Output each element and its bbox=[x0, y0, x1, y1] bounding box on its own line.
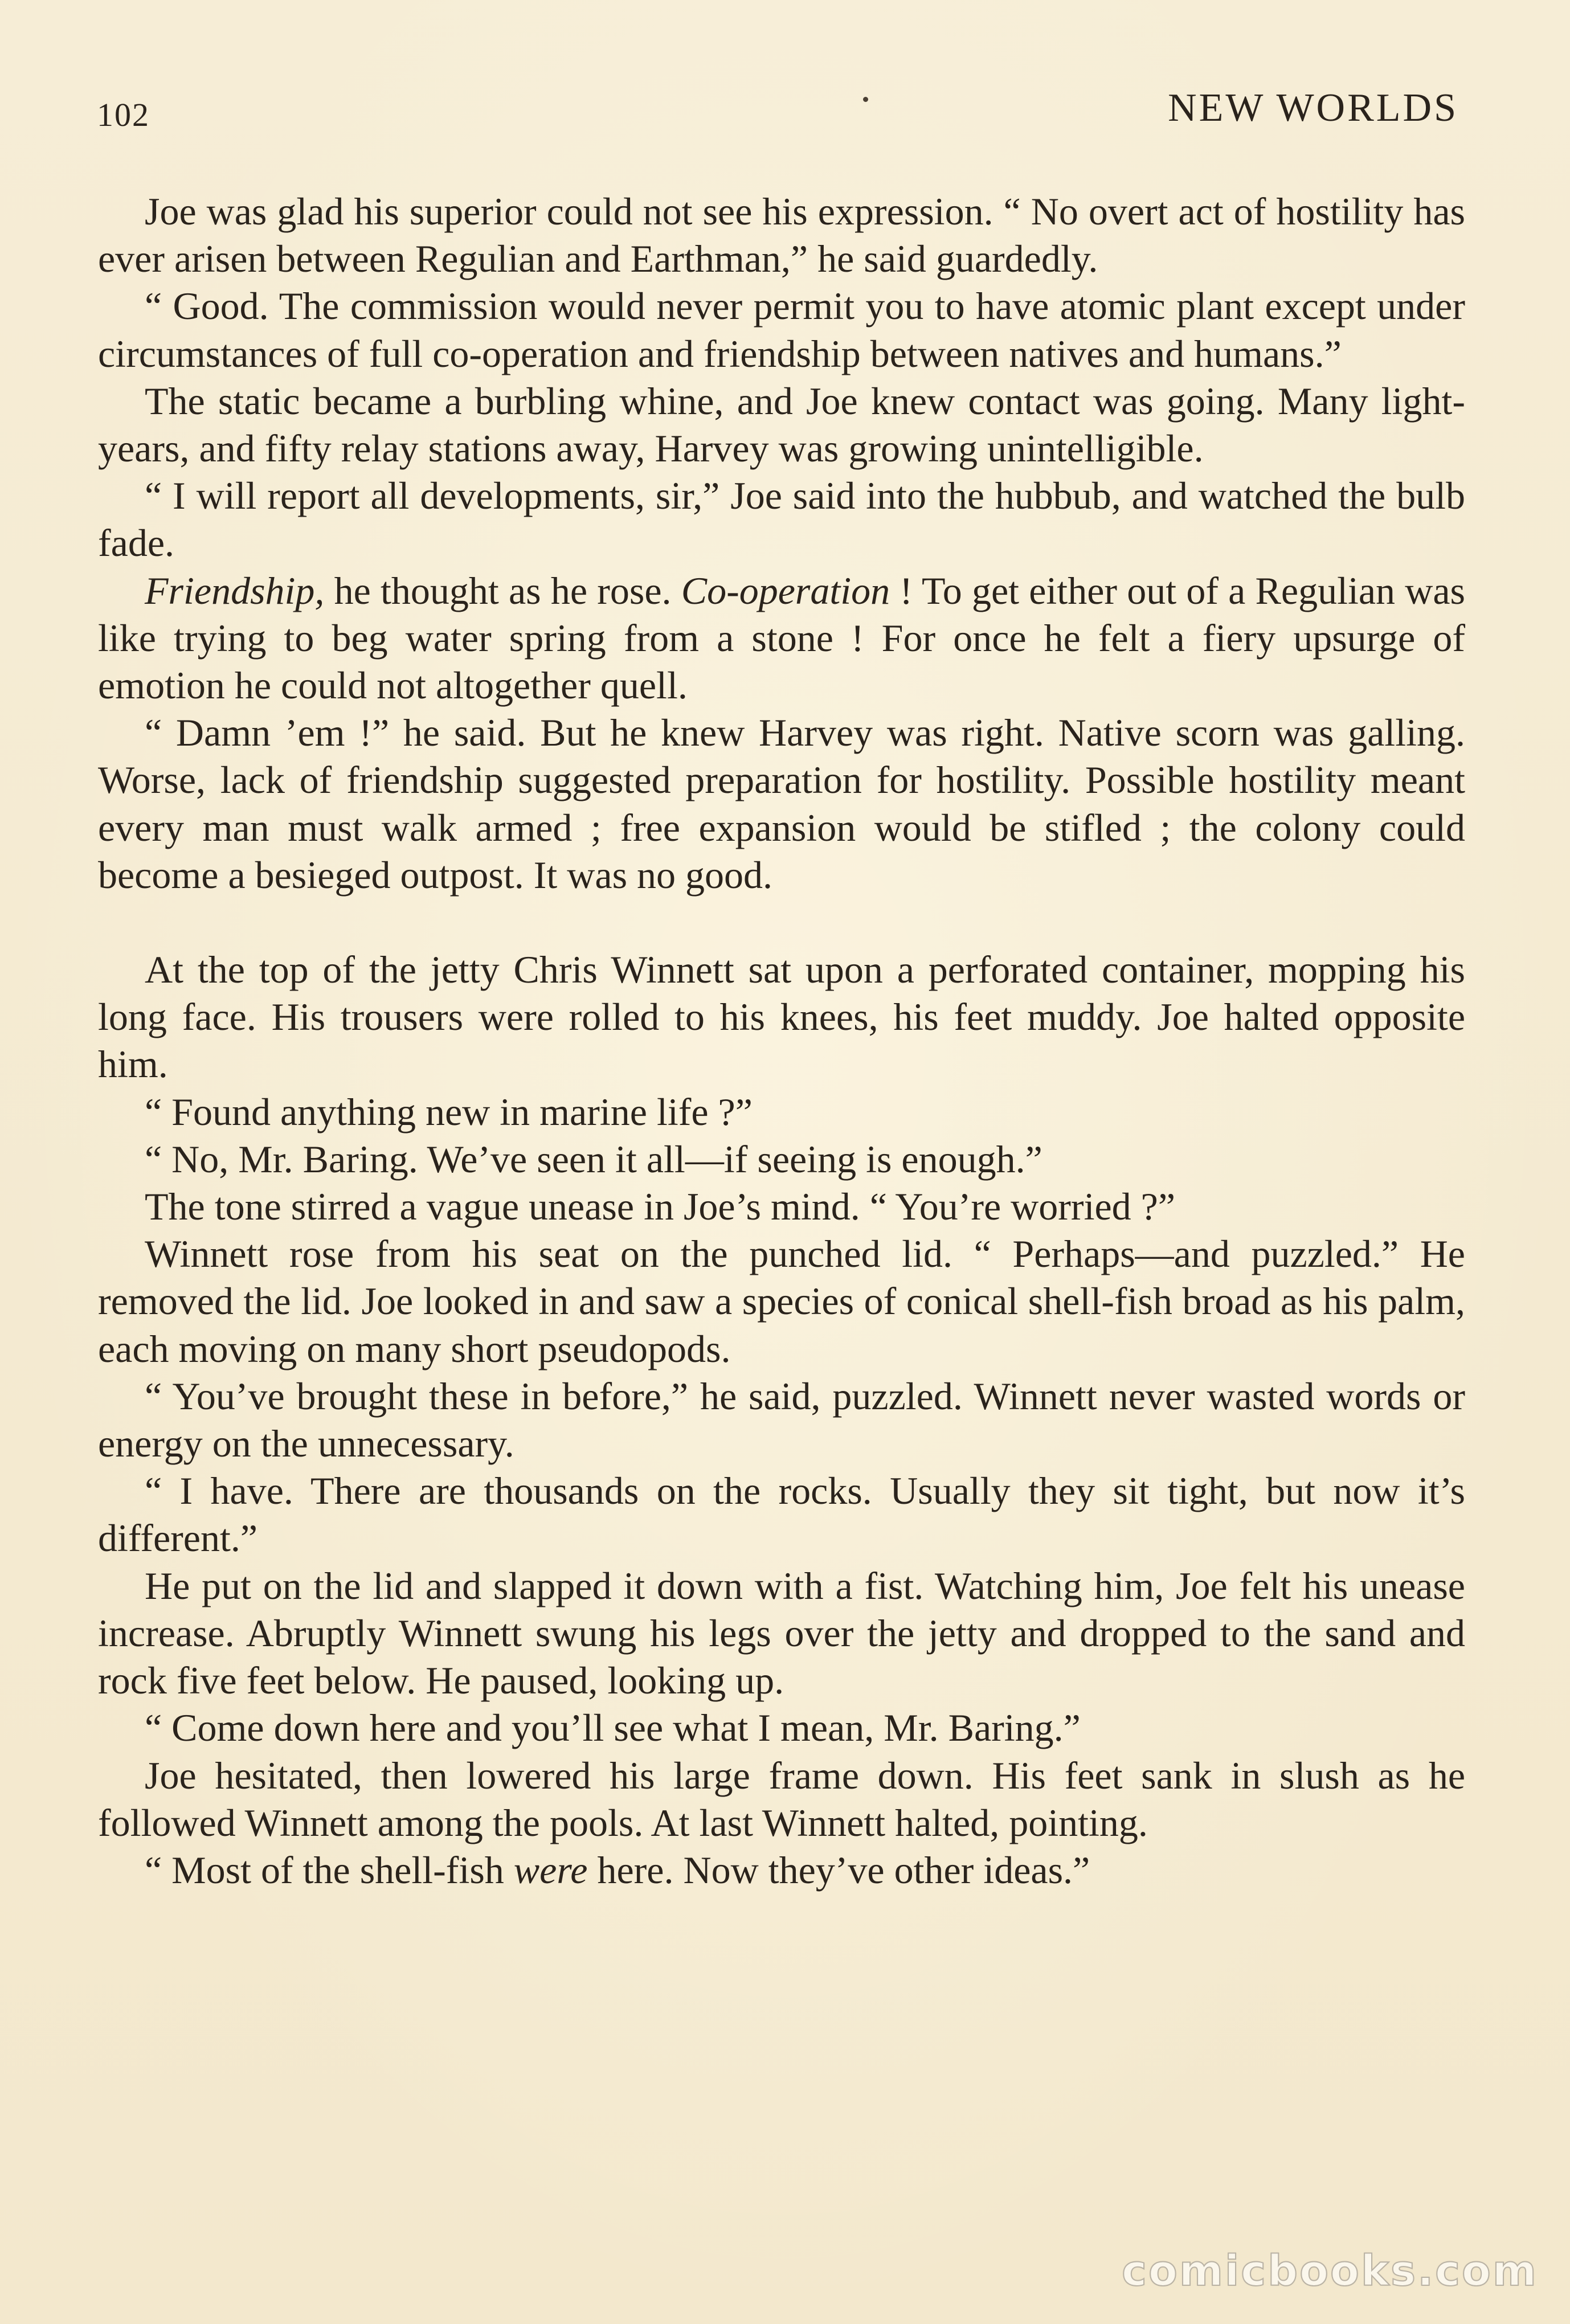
paragraph: “ Found anything new in marine life ?” bbox=[145, 1090, 753, 1134]
paragraph: “ I have. There are thousands on the rocks. Usually they sit tight, but now it’s different.” bbox=[98, 1469, 1465, 1560]
text-run: “ Most of the shell-fish bbox=[145, 1848, 514, 1892]
paragraph: At the top of the jetty Chris Winnett sat upon a perforated container, mopping his long face. His trousers were rolled to his knees, his feet muddy. Joe halted opposite him. bbox=[98, 948, 1465, 1086]
text-run: ! To get either out of a Regulian was like trying to beg water spring from a stone ! For once he felt a fiery upsurge of emotion he could not altogether quell. bbox=[98, 568, 1465, 707]
paragraph: The tone stirred a vague unease in Joe’s mind. “ You’re worried ?” bbox=[145, 1185, 1176, 1229]
paragraph: “ You’ve brought these in before,” he said, puzzled. Winnett never wasted words or energy on the unnecessary. bbox=[98, 1374, 1465, 1466]
paragraph-last bbox=[98, 1847, 1465, 1894]
paragraph: “ Come down here and you’ll see what I mean, Mr. Baring.” bbox=[145, 1706, 1081, 1750]
page-header bbox=[97, 85, 1458, 148]
story-text bbox=[98, 188, 1465, 1894]
watermark: comicbooks.com bbox=[1122, 2247, 1538, 2296]
paragraph-friendship bbox=[98, 567, 1465, 710]
running-head: NEW WORLDS bbox=[1168, 86, 1458, 130]
page-number: 102 bbox=[97, 96, 150, 133]
paragraph: “ Good. The commission would never permit you to have atomic plant except under circumstances of full co-operation and friendship between natives and humans.” bbox=[98, 284, 1465, 375]
paragraph: “ I will report all developments, sir,” Joe said into the hubbub, and watched the bulb fade. bbox=[98, 474, 1465, 565]
italic-word: Co-operation bbox=[681, 568, 890, 612]
print-speck bbox=[863, 97, 868, 102]
paragraph: Joe hesitated, then lowered his large frame down. His feet sank in slush as he followed Winnett among the pools. At last Winnett halted, pointing. bbox=[98, 1753, 1465, 1844]
paragraph: “ Damn ’em !” he said. But he knew Harvey was right. Native scorn was galling. Worse, lack of friendship suggested preparation for hostility. Possible hostility meant every man must walk armed ; free expansion would be stifled ; the colony could become a besieged outpost. It was no good. bbox=[98, 711, 1465, 897]
paragraph: Winnett rose from his seat on the punched lid. “ Perhaps—and puzzled.” He removed the lid. Joe looked in and saw a species of conical shell-fish broad as his palm, each moving on many short pseudopods. bbox=[98, 1232, 1465, 1370]
italic-word: were bbox=[513, 1848, 588, 1892]
paragraph: He put on the lid and slapped it down with a fist. Watching him, Joe felt his unease increase. Abruptly Winnett swung his legs over the jetty and dropped to the sand and rock five feet below. He paused, looking up. bbox=[98, 1564, 1465, 1703]
paragraph: The static became a burbling whine, and Joe knew contact was going. Many light-years, and fifty relay stations away, Harvey was growing unintelligible. bbox=[98, 379, 1465, 470]
paragraph: “ No, Mr. Baring. We’ve seen it all—if seeing is enough.” bbox=[145, 1137, 1042, 1181]
paragraph: Joe was glad his superior could not see his expression. “ No overt act of hostility has ever arisen between Regulian and Earthman,” he said guardedly. bbox=[98, 190, 1465, 281]
text-run: here. Now they’ve other ideas.” bbox=[587, 1848, 1090, 1892]
italic-word: Friendship, bbox=[145, 568, 325, 612]
text-run: he thought as he rose. bbox=[324, 568, 681, 612]
